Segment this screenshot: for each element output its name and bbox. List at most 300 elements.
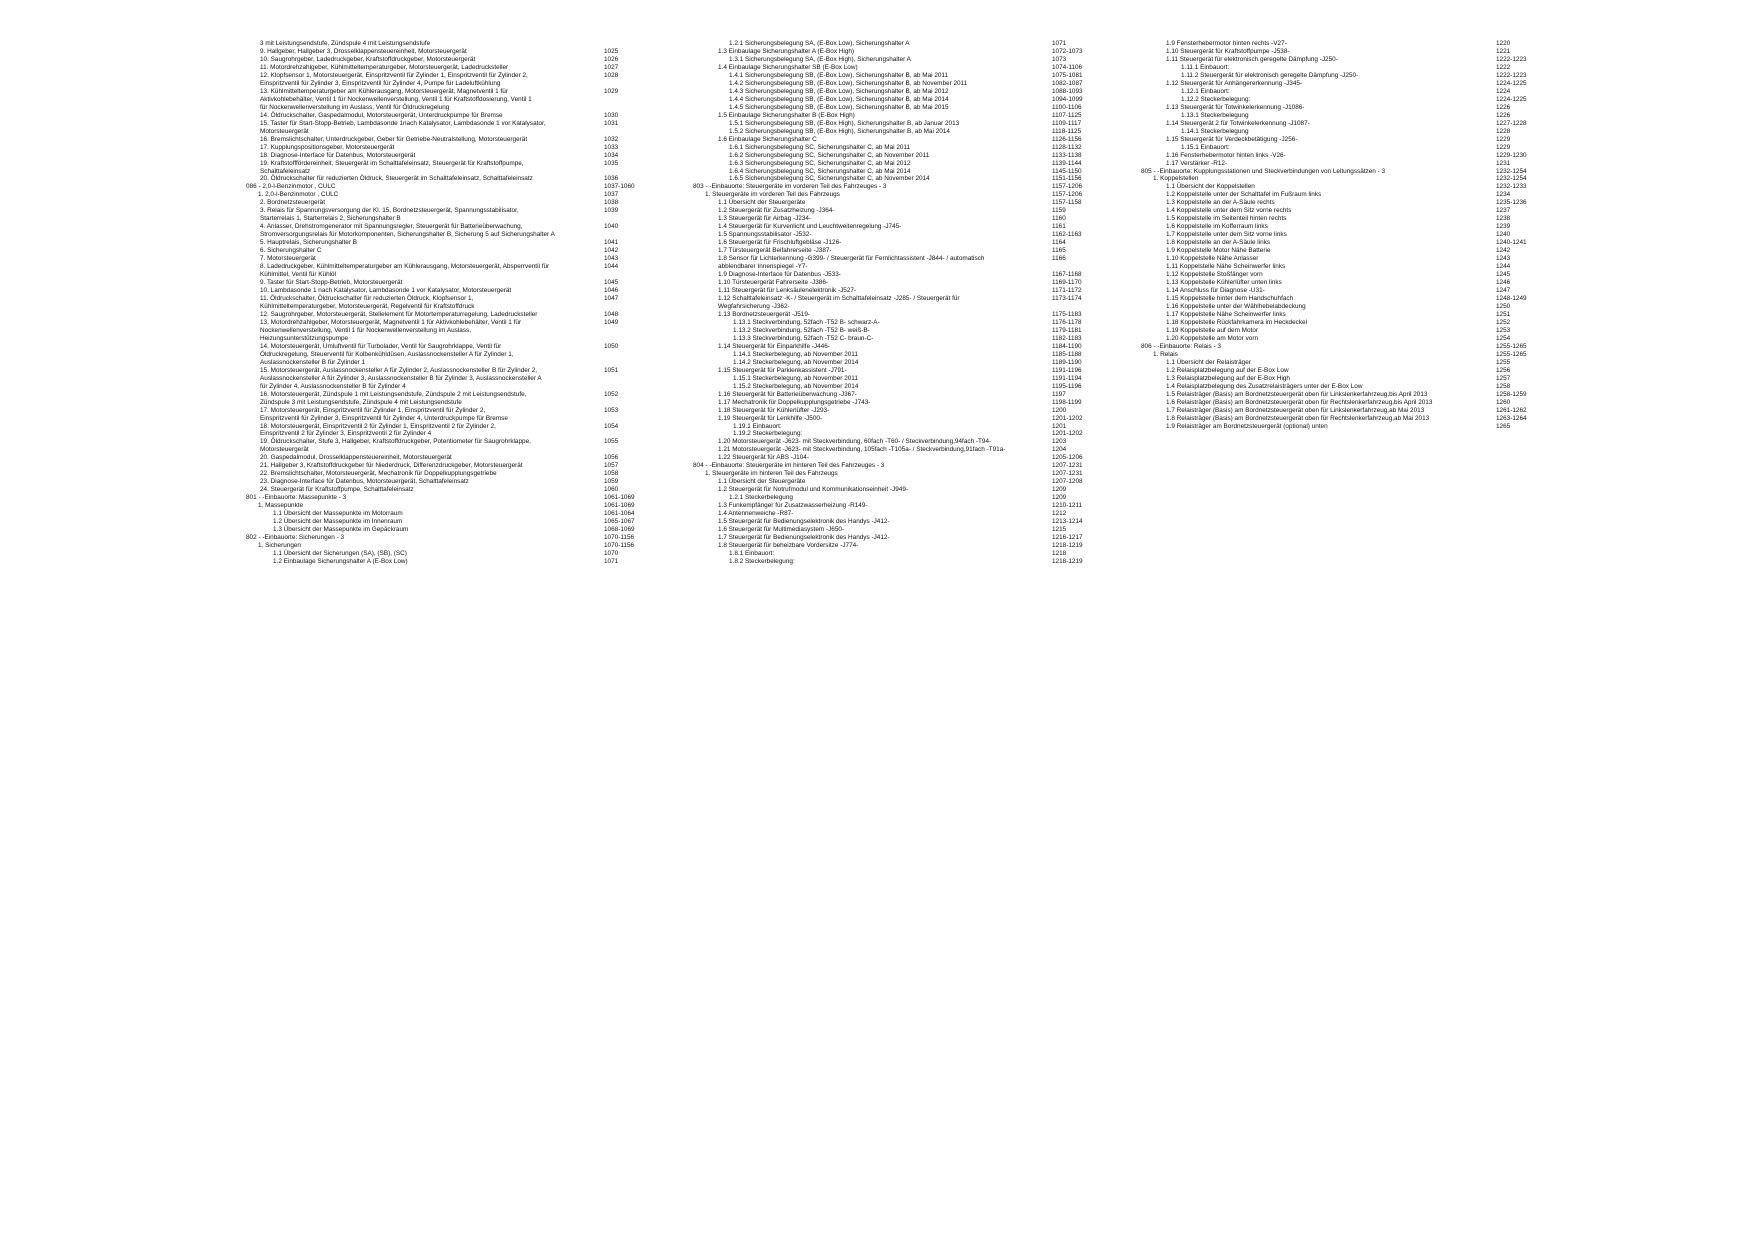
- toc-entry: [1141, 295, 1527, 303]
- toc-entry: [246, 502, 635, 510]
- toc-entry-title: 801 - -Einbauorte: Massepunkte - 3: [246, 494, 347, 502]
- toc-entry-page: 1061-1069: [604, 494, 635, 502]
- toc-entry-title: 1.13.1 Steckverbindung, 52fach -T52 B- schwarz-A-: [733, 318, 880, 326]
- toc-entry-page: 1055: [604, 438, 619, 446]
- toc-entry-page: 1195-1196: [1052, 382, 1082, 390]
- toc-entry: [246, 557, 619, 566]
- toc-entry-page: 1179-1181: [1052, 326, 1082, 334]
- toc-entry-title: Öldruckregelung, Steuerventil für Kolbenkühldüsen, Auslassnockensteller A für Zylinder 1,: [260, 350, 514, 358]
- toc-entry-page: 1260: [1496, 398, 1511, 406]
- toc-entry-page: 1068-1069: [604, 526, 635, 534]
- toc-entry-title: 1.19 Steuergerät für Lenkhilfe -J500-: [718, 414, 823, 422]
- toc-entry: [246, 279, 619, 287]
- toc-entry: [693, 318, 1082, 327]
- toc-entry: [1141, 215, 1511, 223]
- toc-entry: [246, 375, 555, 383]
- toc-entry: [246, 96, 555, 104]
- toc-entry-page: 1162-1163: [1052, 231, 1082, 239]
- toc-entry-title: 1.3 Relaisplatzbelegung auf der E-Box High: [1166, 374, 1290, 382]
- toc-entry-page: 1207-1231: [1052, 462, 1083, 470]
- toc-entry-page: 1198-1199: [1052, 398, 1082, 406]
- toc-entry-page: 1173-1174: [1052, 295, 1082, 302]
- toc-entry-page: 1046: [604, 287, 619, 295]
- toc-entry: [1141, 279, 1511, 287]
- toc-entry-title: 1.1 Übersicht der Sicherungen (SA), (SB), (SC): [273, 550, 407, 557]
- toc-entry: [246, 486, 619, 494]
- toc-entry: [246, 415, 555, 423]
- toc-entry-page: 1229: [1496, 143, 1511, 151]
- toc-entry-title: Aktivkohlebehälter, Ventil 1 für Nockenwellenverstellung, Ventil 1 für Kraftstoffdosierung, Ventil 1: [260, 95, 532, 103]
- toc-entry-title: 1.4.5 Sicherungsbelegung SB, (E-Box Low), Sicherungshalter B, ab Mai 2015: [729, 103, 949, 111]
- toc-entry-title: 1.10 Türsteuergerät Fahrerseite -J386-: [718, 279, 828, 287]
- toc-entry-page: 1255-1265: [1496, 350, 1527, 358]
- toc-entry-title: 1.8 Relaisträger (Basis) am Bordnetzsteuergerät oben für Rechtslenkerfahrzeug,ab Mai 2013: [1166, 414, 1430, 422]
- toc-entry: [246, 526, 635, 534]
- toc-entry-page: 1044: [604, 263, 619, 271]
- toc-entry-page: 1027: [604, 63, 619, 71]
- toc-entry-page: 1218-1219: [1052, 542, 1083, 550]
- toc-entry: [1141, 183, 1527, 191]
- toc-entry-title: 1.12 Koppelstelle Stoßfänger vorn: [1166, 271, 1263, 279]
- toc-entry-page: 1234: [1496, 191, 1511, 199]
- toc-entry-title: 1.3 Übersicht der Massepunkte im Gepäckraum: [273, 526, 409, 534]
- toc-entry: [246, 271, 555, 279]
- toc-entry: [246, 494, 635, 502]
- toc-entry: [246, 518, 635, 526]
- toc-entry: [693, 303, 1005, 311]
- toc-entry-page: 1041: [604, 239, 619, 247]
- toc-entry: [1141, 366, 1511, 375]
- toc-entry-title: 4. Anlasser, Drehstromgenerator mit Spannungsregler, Steuergerät für Batterieüberwachung,: [260, 223, 523, 231]
- toc-entry-page: 1126-1156: [1052, 135, 1082, 143]
- toc-entry: [693, 438, 1067, 446]
- toc-entry-page: 1243: [1496, 255, 1511, 263]
- toc-entry-page: 1232-1233: [1496, 183, 1527, 191]
- toc-entry-title: Stromversorgungsrelais für Motorkomponenten, Sicherungshalter B, Sicherung 5 auf Sicherungshalter A: [260, 231, 555, 239]
- toc-entry-page: 1139-1144: [1052, 159, 1082, 167]
- toc-entry: [693, 422, 1067, 431]
- toc-entry-title: 1.4.1 Sicherungsbelegung SB, (E-Box Low), Sicherungshalter B, ab Mai 2011: [729, 71, 949, 79]
- toc-entry: [246, 422, 619, 431]
- toc-entry-title: 1.19 Koppelstelle auf dem Motor: [1166, 326, 1259, 334]
- toc-entry: [246, 55, 619, 64]
- toc-entry-title: 1.7 Türsteuergerät Beifahrerseite -J387-: [718, 247, 832, 255]
- toc-entry-title: Auslassnockensteller B für Zylinder 1: [260, 358, 366, 366]
- toc-entry-page: 1242: [1496, 247, 1511, 255]
- toc-entry-title: 1.17 Koppelstelle Nähe Scheinwerfer links: [1166, 310, 1286, 318]
- toc-entry: [693, 40, 1067, 48]
- toc-entry: [246, 231, 555, 239]
- toc-entry-title: 18. Diagnose-Interface für Datenbus, Motorsteuergerät: [260, 151, 416, 159]
- toc-entry-title: 1.2 Relaisplatzbelegung auf der E-Box Low: [1166, 366, 1289, 374]
- toc-entry: [1141, 382, 1511, 391]
- toc-entry: [693, 175, 1082, 183]
- toc-entry-title: Zündspule 3 mit Leistungsendstufe, Zündspule 4 mit Leistungsendstufe: [260, 398, 462, 406]
- toc-entry-page: 1061-1069: [604, 502, 635, 510]
- toc-entry-page: 1164: [1052, 239, 1066, 247]
- toc-entry: [693, 446, 1067, 454]
- toc-entry-title: 11. Öldruckschalter, Öldruckschalter für reduzierten Öldruck, Klopfsensor 1,: [260, 295, 474, 302]
- toc-entry-title: 1.19.2 Steckerbelegung:: [733, 430, 803, 438]
- toc-entry-title: 10. Lambdasonde 1 nach Katalysator, Lambdasonde 1 vor Katalysator, Motorsteuergerät: [260, 287, 512, 295]
- toc-entry-page: 1040: [604, 223, 619, 231]
- toc-entry-title: 1.13 Koppelstelle Kühlerlüfter unten links: [1166, 279, 1282, 287]
- toc-entry: [693, 334, 1082, 343]
- toc-entry-title: 1.10 Steuergerät für Kraftstoffpumpe -J538-: [1166, 47, 1290, 55]
- toc-entry-title: 15. Taster für Start-Stopp-Betrieb, Lambdasonde 1nach Katalysator, Lambdasonde 1 vor Katalysator,: [260, 119, 546, 127]
- toc-entry-page: 1070-1156: [604, 542, 635, 550]
- toc-entry-page: 1071: [1052, 40, 1067, 47]
- toc-entry-page: 1226: [1496, 103, 1511, 111]
- toc-entry-title: 11. Motordrehzahlgeber, Kühlmitteltemperaturgeber, Motorsteuergerät, Ladedrucksteller: [260, 63, 509, 71]
- toc-entry-page: 1205-1206: [1052, 454, 1083, 462]
- toc-entry-title: 1.6 Einbaulage Sicherungshalter C: [718, 135, 817, 143]
- toc-entry: [246, 175, 619, 183]
- toc-entry: [1141, 151, 1527, 160]
- toc-entry-page: 1220: [1496, 40, 1511, 47]
- toc-entry-title: 1.12.1 Einbauort:: [1181, 87, 1230, 95]
- toc-entry-page: 1182-1183: [1052, 334, 1082, 342]
- toc-entry-title: für Nockenwellenverstellung im Auslass, Ventil für Öldruckregelung: [260, 103, 450, 111]
- toc-entry-page: 1253: [1496, 326, 1511, 334]
- toc-entry: [1141, 374, 1511, 383]
- toc-entry-title: 1. Relais: [1153, 350, 1178, 358]
- toc-entry-page: 1074-1106: [1052, 63, 1083, 71]
- toc-entry: [693, 143, 1082, 152]
- toc-entry: [693, 287, 1082, 295]
- toc-entry-title: 1.11.1 Einbauort:: [1181, 63, 1230, 71]
- toc-entry: [693, 478, 1083, 486]
- toc-entry: [693, 542, 1083, 550]
- toc-entry-title: 1.13 Steuergerät für Totwinkelerkennung -J1086-: [1166, 103, 1305, 111]
- toc-entry-title: 1.4 Einbaulage Sicherungshalter SB (E-Box Low): [718, 63, 858, 71]
- toc-entry: [693, 255, 1066, 263]
- toc-entry: [246, 383, 555, 391]
- toc-entry-title: Motorsteuergerät: [260, 446, 309, 454]
- toc-entry-page: 1107-1125: [1052, 111, 1082, 119]
- toc-entry-page: 1252: [1496, 318, 1511, 326]
- toc-entry-page: 1042: [604, 247, 619, 255]
- toc-entry-title: 10. Saugrohrgeber, Ladedruckgeber, Kraftstoffdruckgeber, Motorsteuergerät: [260, 55, 476, 63]
- toc-entry-title: 1.5 Koppelstelle im Seitenteil hinten rechts: [1166, 215, 1287, 223]
- toc-entry: [1141, 422, 1511, 431]
- toc-entry: [246, 255, 619, 263]
- toc-entry: [1141, 239, 1527, 247]
- toc-entry: [1141, 87, 1511, 96]
- toc-entry: [693, 454, 1083, 462]
- toc-entry-page: 1238: [1496, 215, 1511, 223]
- toc-entry-page: 1028: [604, 71, 619, 79]
- toc-entry: [246, 223, 619, 231]
- toc-entry-title: 1.2 Einbaulage Sicherungshalter A (E-Box Low): [273, 557, 408, 565]
- toc-entry-page: 1201-1202: [1052, 430, 1083, 438]
- toc-entry-page: 1209: [1052, 486, 1067, 494]
- toc-entry: [1141, 63, 1511, 72]
- toc-entry-page: 1256: [1496, 366, 1511, 374]
- toc-entry-title: 1.12.2 Steckerbelegung:: [1181, 95, 1251, 103]
- toc-entry: [693, 406, 1067, 415]
- toc-entry-title: 1.6 Steuergerät für Multimediasystem -J650-: [718, 526, 845, 534]
- toc-entry-page: 1232-1254: [1496, 175, 1527, 183]
- toc-entry: [1141, 55, 1527, 64]
- toc-entry: [693, 239, 1066, 247]
- toc-entry-title: 1.7 Steuergerät für Bedienungselektronik des Handys -J412-: [718, 534, 890, 542]
- toc-entry-title: 1.6.1 Sicherungsbelegung SC, Sicherungshalter C, ab Mai 2011: [729, 143, 911, 151]
- toc-column-2: [693, 40, 1083, 566]
- toc-entry-title: 17. Motorsteuergerät, Einspritzventil für Zylinder 1, Einspritzventil für Zylinder 2,: [260, 406, 486, 414]
- toc-entry: [693, 79, 1083, 88]
- toc-entry-title: 1.9 Relaisträger am Bordnetzsteuergerät (optional) unten: [1166, 422, 1328, 430]
- toc-entry: [1141, 71, 1527, 80]
- toc-entry: [1141, 191, 1511, 199]
- toc-entry-title: 1.17 Verstärker -R12-: [1166, 159, 1228, 167]
- toc-entry-title: 1.2 Steuergerät für Notrufmodul und Kommunikationseinheit -J949-: [718, 486, 909, 494]
- toc-entry-page: 1250: [1496, 302, 1511, 310]
- toc-entry: [246, 342, 619, 351]
- toc-entry-title: 1.19.1 Einbauort:: [733, 422, 782, 430]
- toc-entry-title: 1.14 Steuergerät für Einparkhilfe -J446-: [718, 342, 830, 350]
- toc-entry: [693, 151, 1082, 160]
- toc-entry-page: 1034: [604, 151, 619, 159]
- toc-entry: [1141, 119, 1527, 128]
- toc-entry-title: abblendbarer Innenspiegel -Y7-: [718, 263, 808, 271]
- toc-entry-page: 1036: [604, 175, 619, 183]
- toc-entry-title: 804 - -Einbauorte: Steuergeräte im hinteren Teil des Fahrzeuges - 3: [693, 462, 885, 470]
- toc-entry: [693, 279, 1082, 287]
- toc-entry: [693, 295, 1082, 303]
- toc-entry-page: 1052: [604, 390, 619, 398]
- toc-entry-title: 22. Bremslichtschalter, Motorsteuergerät, Mechatronik für Doppelkupplungsgetriebe: [260, 470, 497, 478]
- toc-entry-title: 1.16 Steuergerät für Batterieüberwachung -J367-: [718, 390, 857, 398]
- toc-entry-title: Kühlmittel, Ventil für Kühlöl: [260, 271, 337, 279]
- toc-entry-title: für Zylinder 4, Auslassnockensteller B für Zylinder 4: [260, 382, 406, 390]
- toc-entry: [246, 406, 619, 415]
- toc-entry-page: 1265: [1496, 422, 1511, 430]
- toc-entry-page: 1058: [604, 470, 619, 478]
- toc-entry-page: 1032: [604, 135, 619, 143]
- toc-entry: [693, 119, 1082, 128]
- toc-entry-page: 1026: [604, 55, 619, 63]
- toc-entry: [693, 87, 1083, 96]
- toc-entry: [1141, 111, 1511, 120]
- toc-entry-title: Wegfahrsicherung -J362-: [718, 302, 790, 310]
- toc-entry-page: 1216-1217: [1052, 534, 1083, 542]
- toc-entry: [246, 510, 635, 518]
- toc-entry-page: 1053: [604, 406, 619, 414]
- toc-entry: [1141, 334, 1511, 343]
- toc-entry: [1141, 302, 1511, 311]
- toc-entry-page: 1109-1117: [1052, 119, 1082, 127]
- toc-entry: [246, 446, 555, 454]
- toc-entry-title: 19. Öldruckschalter, Stufe 3, Hallgeber, Kraftstoffdruckgeber, Potentiometer für Saugrohrklappe,: [260, 438, 531, 446]
- toc-entry-page: 1184-1190: [1052, 342, 1082, 350]
- toc-entry-page: 1157-1158: [1052, 199, 1082, 207]
- toc-entry: [246, 71, 619, 80]
- toc-entry-page: 1212: [1052, 510, 1067, 518]
- toc-entry-title: 1.13.3 Steckverbindung, 52fach -T52 C- braun-C-: [733, 334, 874, 342]
- toc-entry-page: 1035: [604, 159, 619, 167]
- toc-entry-page: 1100-1106: [1052, 103, 1082, 111]
- toc-entry-title: 1.6 Relaisträger (Basis) am Bordnetzsteuergerät oben für Rechtslenkerfahrzeug,bis April 2013: [1166, 398, 1433, 406]
- toc-entry-title: 1.13 Bordnetzsteuergerät -J519-: [718, 310, 811, 318]
- toc-entry-title: 1.14.1 Steckerbelegung, ab November 2011: [733, 350, 858, 358]
- toc-entry: [693, 557, 1083, 566]
- toc-entry-page: 1251: [1496, 310, 1511, 318]
- toc-entry: [693, 518, 1083, 526]
- toc-entry-page: 1054: [604, 422, 619, 430]
- toc-entry: [246, 550, 619, 558]
- toc-entry-title: 7. Motorsteuergerät: [260, 255, 316, 263]
- toc-entry-page: 1059: [604, 478, 619, 486]
- toc-entry: [693, 103, 1082, 112]
- toc-entry-title: 1.17 Mechatronik für Doppelkupplungsgetriebe -J743-: [718, 398, 871, 406]
- toc-entry: [246, 542, 635, 550]
- toc-entry-title: Motorsteuergerät: [260, 127, 309, 135]
- toc-entry: [1141, 135, 1511, 144]
- toc-entry-title: 1.5 Einbaulage Sicherungshalter B (E-Box High): [718, 111, 855, 119]
- toc-entry-page: 1222-1223: [1496, 71, 1527, 79]
- toc-entry-page: 1043: [604, 255, 619, 263]
- toc-entry-page: 1235-1236: [1496, 199, 1527, 207]
- toc-entry-title: 802 - -Einbauorte: Sicherungen - 3: [246, 534, 345, 542]
- toc-entry-title: 1.12 Steuergerät für Anhängererkennung -J345-: [1166, 79, 1303, 87]
- toc-entry: [246, 335, 555, 343]
- toc-entry: [246, 351, 555, 359]
- toc-entry-title: 086 - 2,0-l-Benzinmotor , CULC: [246, 183, 336, 191]
- toc-entry-title: 13. Kühlmitteltemperaturgeber am Kühlerausgang, Motorsteuergerät, Magnetventil 1 für: [260, 87, 508, 95]
- toc-entry: [1141, 414, 1527, 423]
- toc-entry: [246, 366, 619, 375]
- toc-entry: [693, 71, 1083, 80]
- toc-entry-page: 1201-1202: [1052, 414, 1083, 422]
- toc-entry-page: 1246: [1496, 279, 1511, 287]
- toc-entry-page: 1038: [604, 199, 619, 207]
- toc-entry-title: 1.1 Übersicht der Relaisträger: [1166, 358, 1251, 366]
- toc-entry: [693, 382, 1082, 391]
- toc-entry-page: 1025: [604, 47, 619, 55]
- toc-entry-title: 1.2 Koppelstelle unter der Schalttafel im Fußraum links: [1166, 191, 1322, 199]
- toc-entry-title: 1.2 Übersicht der Massepunkte im Innenraum: [273, 518, 403, 526]
- toc-entry: [693, 398, 1082, 407]
- toc-entry-page: 1224: [1496, 87, 1511, 95]
- toc-entry-title: 1.10 Koppelstelle Nähe Anlasser: [1166, 255, 1259, 263]
- toc-entry-title: 1.1 Übersicht der Steuergeräte: [718, 199, 806, 207]
- toc-entry-title: 1.4.4 Sicherungsbelegung SB, (E-Box Low), Sicherungshalter B, ab Mai 2014: [729, 95, 949, 103]
- toc-entry-title: 1.5 Steuergerät für Bedienungselektronik des Handys -J412-: [718, 518, 890, 526]
- toc-entry-title: 1. Massepunkte: [258, 502, 304, 510]
- toc-entry-title: 1.2.1 Steckerbelegung: [729, 494, 793, 502]
- toc-entry: [693, 55, 1067, 64]
- toc-entry: [693, 231, 1082, 239]
- toc-entry-page: 1051: [604, 366, 619, 374]
- toc-entry: [1141, 103, 1511, 112]
- toc-entry-page: 1075-1081: [1052, 71, 1083, 79]
- toc-entry: [693, 271, 1082, 279]
- toc-entry-title: 1.9 Koppelstelle Motor Nähe Batterie: [1166, 247, 1271, 255]
- toc-entry-page: 1228: [1496, 127, 1511, 135]
- toc-entry-page: 1118-1125: [1052, 127, 1082, 135]
- toc-entry-title: 17. Kupplungspositionsgeber, Motorsteuergerät: [260, 143, 395, 151]
- toc-entry-page: 1071: [604, 557, 619, 565]
- toc-entry-title: 1.15 Koppelstelle hinter dem Handschuhfach: [1166, 295, 1294, 302]
- toc-entry-title: 1.15.1 Einbauort:: [1181, 143, 1230, 151]
- toc-entry-title: 1.11 Steuergerät für elektronisch geregelte Dämpfung -J250-: [1166, 55, 1338, 63]
- toc-entry-title: 8. Ladedruckgeber, Kühlmitteltemperaturgeber am Kühlerausgang, Motorsteuergerät, Absperrventil für: [260, 263, 550, 271]
- toc-entry-page: 1222-1223: [1496, 55, 1527, 63]
- toc-entry-page: 1218: [1052, 550, 1067, 557]
- toc-entry-title: 1.3 Einbaulage Sicherungshalter A (E-Box High): [718, 47, 855, 55]
- toc-entry-page: 1255-1265: [1496, 342, 1527, 350]
- toc-entry-page: 1061-1064: [604, 510, 635, 518]
- toc-entry-page: 1218-1219: [1052, 557, 1083, 565]
- toc-entry: [246, 215, 555, 223]
- toc-entry-page: 1227-1228: [1496, 119, 1527, 127]
- toc-entry: [693, 486, 1067, 494]
- toc-entry-title: 1.15 Steuergerät für Verdeckbetätigung -J256-: [1166, 135, 1298, 143]
- toc-entry-page: 1070-1156: [604, 534, 635, 542]
- toc-entry-page: 1088-1093: [1052, 87, 1083, 95]
- toc-entry: [246, 207, 619, 215]
- toc-entry-page: 1185-1188: [1052, 350, 1082, 358]
- toc-entry: [1141, 167, 1527, 176]
- toc-entry-title: 12. Klopfsensor 1, Motorsteuergerät, Einspritzventil für Zylinder 1, Einspritzventil für Zylinder 2,: [260, 71, 528, 79]
- toc-entry: [693, 494, 1067, 502]
- toc-entry: [1141, 358, 1511, 367]
- toc-entry-page: 1231: [1496, 159, 1511, 167]
- toc-entry-title: Starterrelais 1, Starterrelais 2, Sicherungshalter B: [260, 215, 401, 223]
- toc-entry-page: 1200: [1052, 406, 1067, 414]
- toc-entry-title: 24. Steuergerät für Kraftstoffpumpe, Schalttafeleinsatz: [260, 486, 414, 494]
- toc-entry-title: 21. Hallgeber 3, Kraftstoffdruckgeber für Niederdruck, Differenzdruckgeber, Motorsteuergerät: [260, 462, 523, 470]
- toc-entry-title: 1. Koppelstellen: [1153, 175, 1199, 183]
- toc-entry: [693, 502, 1083, 510]
- toc-entry: [1141, 47, 1511, 56]
- toc-entry: [693, 183, 1083, 191]
- toc-entry-title: 1.11 Koppelstelle Nähe Scheinwerfer links: [1166, 263, 1286, 271]
- toc-entry-page: 1165: [1052, 247, 1066, 255]
- toc-entry-title: 1.15.1 Steckerbelegung, ab November 2011: [733, 374, 858, 382]
- toc-entry-page: 1222: [1496, 63, 1511, 71]
- toc-entry-title: 1.2 Steuergerät für Zusatzheizung -J364-: [718, 207, 835, 215]
- toc-entry-title: 5. Hauptrelais, Sicherungshalter B: [260, 239, 357, 247]
- toc-entry-page: 1191-1196: [1052, 366, 1082, 374]
- toc-entry: [1141, 231, 1511, 239]
- toc-entry: [693, 207, 1066, 215]
- toc-entry: [693, 358, 1082, 367]
- toc-entry-page: 1039: [604, 207, 619, 215]
- toc-entry-title: 1.6 Steuergerät für Frischluftgebläse -J126-: [718, 239, 842, 247]
- toc-entry-title: 1.6.2 Sicherungsbelegung SC, Sicherungshalter C, ab November 2011: [729, 151, 930, 159]
- toc-entry-title: 12. Saugrohrgeber, Motorsteuergerät, Stellelement für Motortemperaturregelung, Ladedrucksteller: [260, 310, 538, 318]
- toc-entry-title: 1.1 Übersicht der Massepunkte im Motorraum: [273, 510, 403, 518]
- toc-entry-title: 3. Relais für Spannungsversorgung der Kl. 15, Bordnetzsteuergerät, Spannungsstabilisator,: [260, 207, 519, 215]
- toc-entry: [693, 111, 1082, 120]
- toc-entry: [246, 239, 619, 247]
- toc-entry: [246, 399, 555, 407]
- toc-entry-page: 1151-1156: [1052, 175, 1082, 183]
- toc-entry: [693, 390, 1066, 399]
- toc-entry: [693, 159, 1082, 168]
- toc-entry: [693, 95, 1083, 104]
- toc-entry: [1141, 398, 1511, 407]
- toc-entry: [246, 462, 619, 470]
- toc-entry-page: 1030: [604, 111, 619, 119]
- toc-entry-title: 9. Hallgeber, Hallgeber 3, Drosselklappensteuereinheit, Motorsteuergerät: [260, 47, 467, 55]
- toc-entry: [246, 191, 619, 199]
- toc-entry-page: 1048: [604, 310, 619, 318]
- toc-entry-title: 1.13.1 Steckerbelegung: [1181, 111, 1249, 119]
- toc-entry: [1141, 79, 1527, 88]
